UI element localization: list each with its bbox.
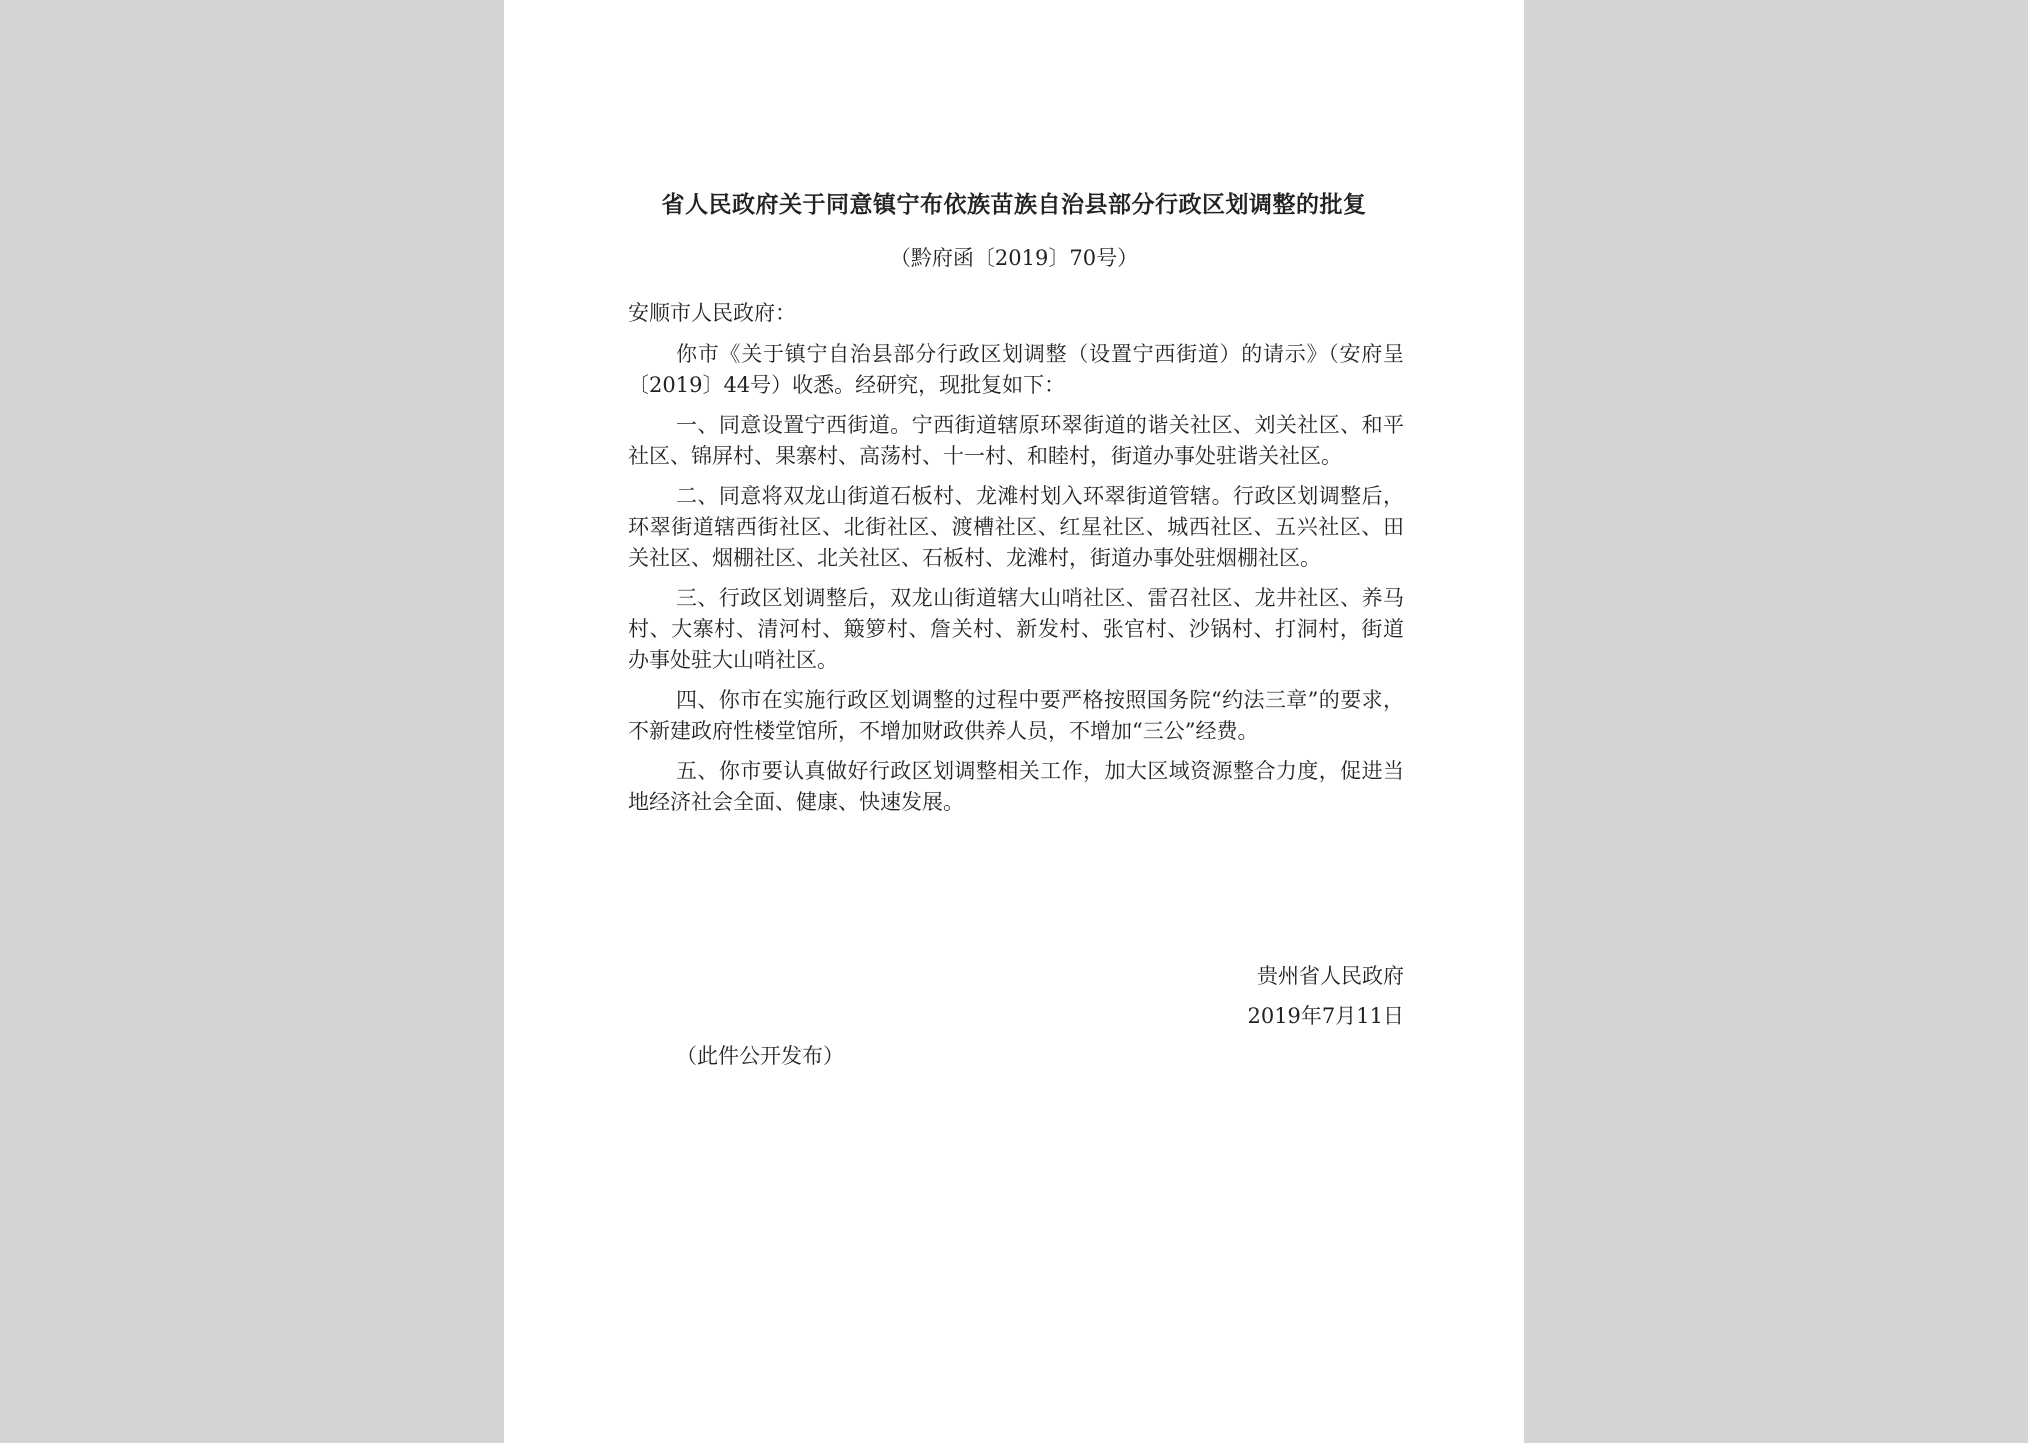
paragraph-item-2: 二、同意将双龙山街道石板村、龙滩村划入环翠街道管辖。行政区划调整后，环翠街道辖西街社区、北街社区、渡槽社区、红星社区、城西社区、五兴社区、田关社区、烟棚社区、北关社区、石板村、龙滩村，街道办事处驻烟棚社区。 [628, 484, 1404, 570]
disclosure-note: （此件公开发布） [676, 1044, 844, 1068]
paragraph-item-3: 三、行政区划调整后，双龙山街道辖大山哨社区、雷召社区、龙井社区、养马村、大寨村、清河村、簸箩村、詹关村、新发村、张官村、沙锅村、打洞村，街道办事处驻大山哨社区。 [628, 586, 1404, 672]
document-number: （黔府函〔2019〕70号） [889, 246, 1139, 270]
paragraph-item-4: 四、你市在实施行政区划调整的过程中要严格按照国务院“约法三章”的要求，不新建政府性楼堂馆所，不增加财政供养人员，不增加“三公”经费。 [628, 688, 1404, 743]
paragraph-item-5: 五、你市要认真做好行政区划调整相关工作，加大区域资源整合力度，促进当地经济社会全面、健康、快速发展。 [628, 759, 1404, 814]
paragraph-item-1: 一、同意设置宁西街道。宁西街道辖原环翠街道的谐关社区、刘关社区、和平社区、锦屏村、果寨村、高荡村、十一村、和睦村，街道办事处驻谐关社区。 [628, 413, 1404, 468]
signature-organization: 贵州省人民政府 [1257, 964, 1404, 988]
document-body [628, 298, 1404, 827]
document-title: 省人民政府关于同意镇宁布依族苗族自治县部分行政区划调整的批复 [661, 192, 1367, 218]
salutation: 安顺市人民政府： [628, 301, 796, 325]
document-page [504, 0, 1524, 1443]
signature-date: 2019年7月11日 [1247, 1004, 1404, 1028]
paragraph-intro: 你市《关于镇宁自治县部分行政区划调整（设置宁西街道）的请示》（安府呈〔2019〕44号）收悉。经研究，现批复如下： [628, 342, 1404, 397]
